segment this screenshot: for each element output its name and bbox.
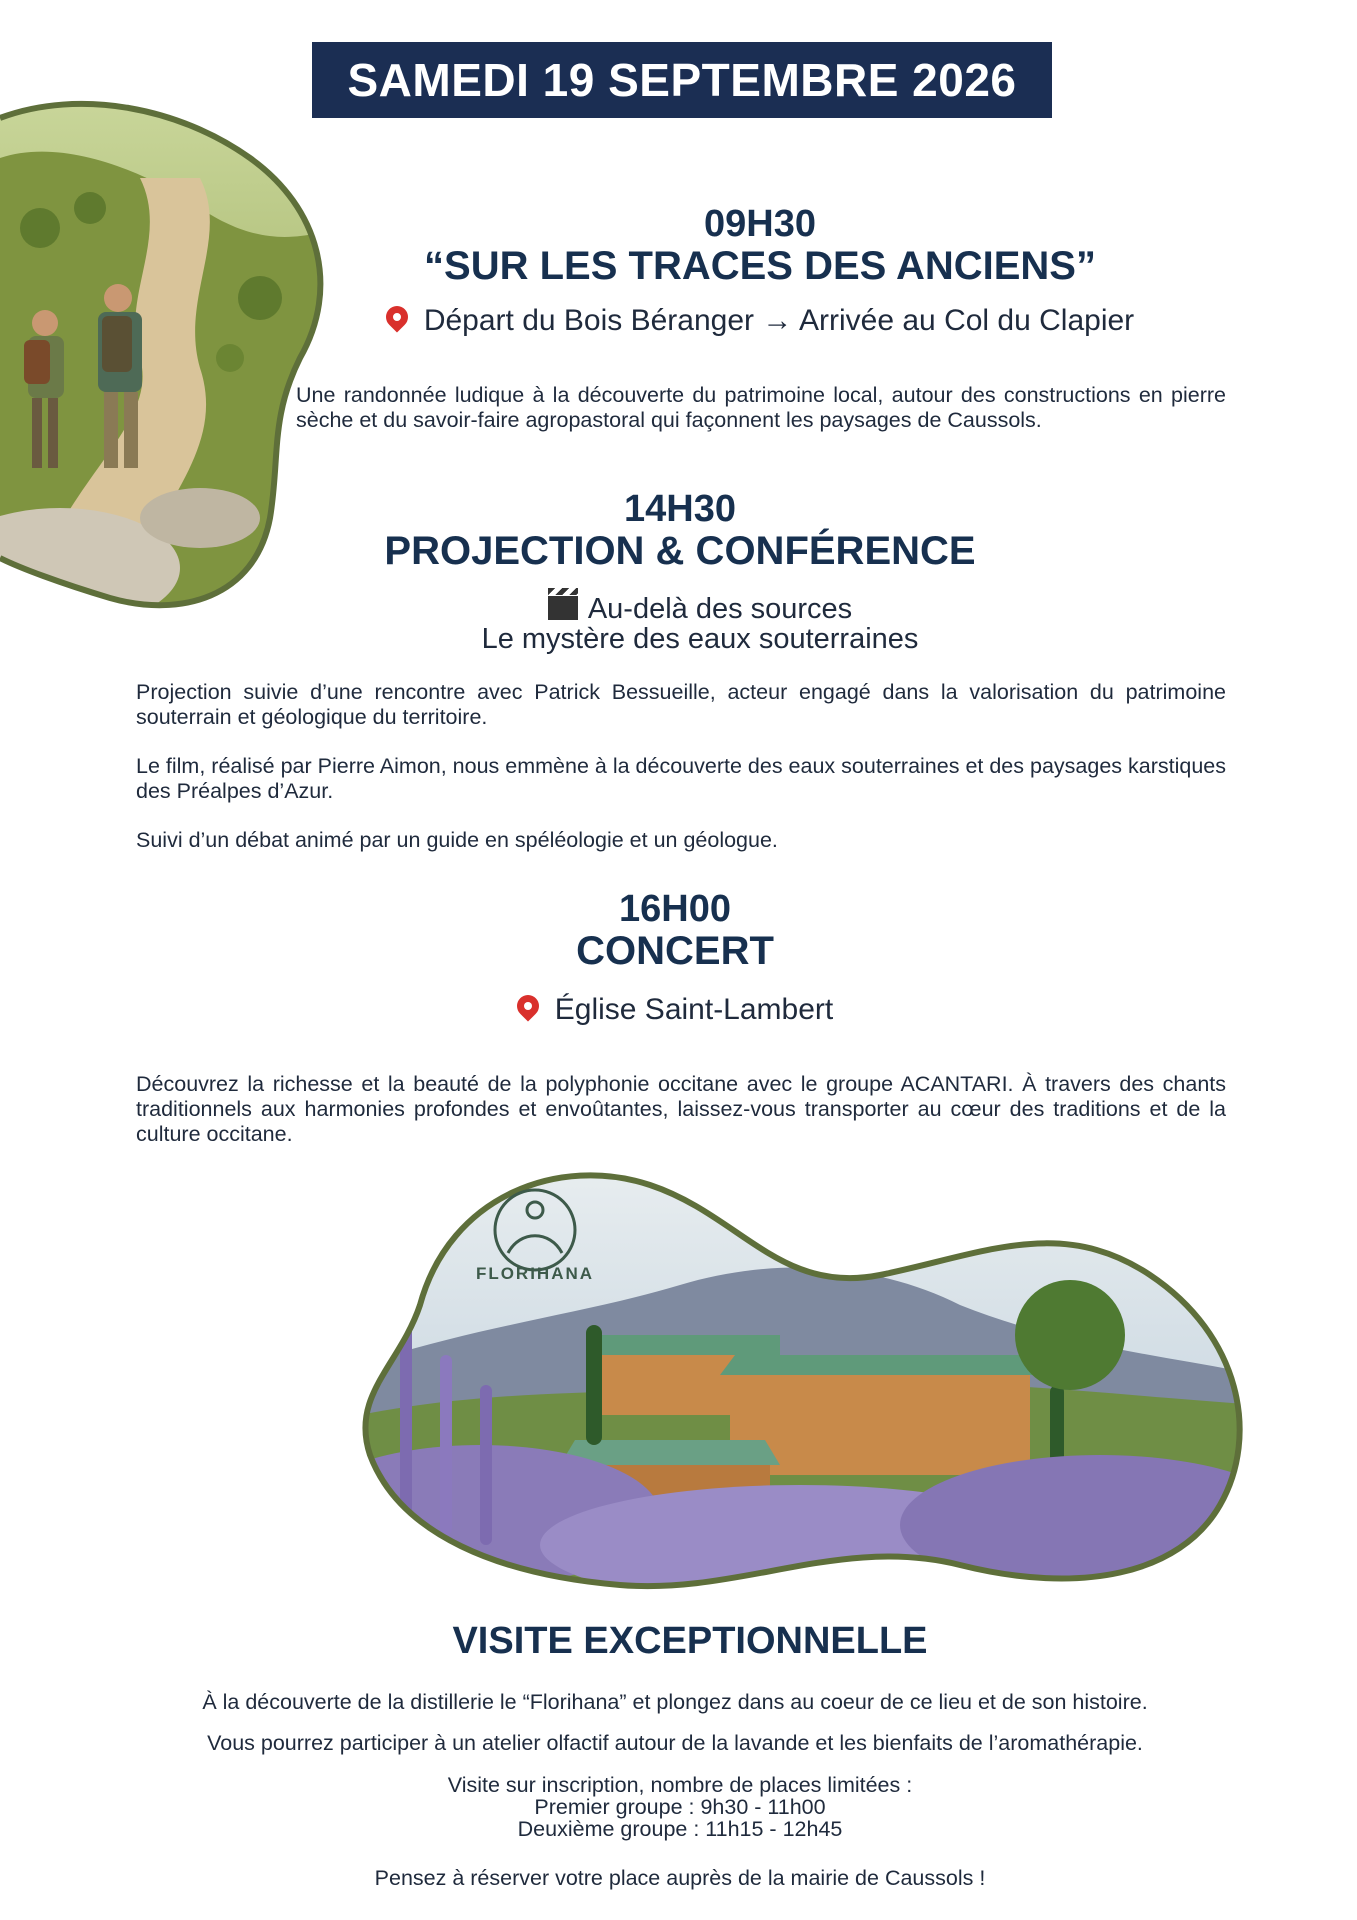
event2-time: 14H30 bbox=[624, 488, 736, 530]
visit-line1: À la découverte de la distillerie le “Florihana” et plongez dans au coeur de ce lieu et de son histoire. bbox=[202, 1690, 1148, 1714]
visit-line4: Premier groupe : 9h30 - 11h00 bbox=[534, 1795, 826, 1819]
visit-title: VISITE EXCEPTIONNELLE bbox=[452, 1620, 928, 1662]
event3-location-text: Église Saint-Lambert bbox=[554, 993, 834, 1026]
pin-icon bbox=[512, 990, 543, 1021]
visit-line2: Vous pourrez participer à un atelier olfactif autour de la lavande et les bienfaits de l’aromathérapie. bbox=[207, 1731, 1143, 1755]
clapperboard-icon bbox=[548, 596, 578, 620]
visit-line3: Visite sur inscription, nombre de places limitées : bbox=[447, 1773, 913, 1797]
event1-location bbox=[300, 304, 1220, 338]
film-title-line2: Le mystère des eaux souterraines bbox=[481, 623, 919, 655]
date-banner: SAMEDI 19 SEPTEMBRE 2026 bbox=[312, 42, 1052, 118]
event3-description: Découvrez la richesse et la beauté de la polyphonie occitane avec le groupe ACANTARI. À travers des chants traditionnels aux harmonies profondes et envoûtantes, laissez-vous transporter au cœur des traditions et de la culture occitane. bbox=[136, 1072, 1226, 1146]
event2-para1: Projection suivie d’une rencontre avec Patrick Bessueille, acteur engagé dans la valorisation du patrimoine souterrain et géologique du territoire. bbox=[136, 680, 1226, 729]
event1-location-text: Départ du Bois Béranger → Arrivée au Col du Clapier bbox=[423, 304, 1135, 337]
event2-title: PROJECTION & CONFÉRENCE bbox=[384, 528, 976, 573]
visit-line5: Deuxième groupe : 11h15 - 12h45 bbox=[517, 1817, 843, 1841]
florihana-logo-text: FLORIHANA bbox=[475, 1264, 595, 1283]
event3-location bbox=[375, 993, 975, 1027]
event2-para3: Suivi d’un débat animé par un guide en spéléologie et un géologue. bbox=[136, 828, 778, 852]
event3-title: CONCERT bbox=[576, 928, 774, 973]
visit-line6: Pensez à réserver votre place auprès de la mairie de Caussols ! bbox=[374, 1866, 986, 1890]
event2-para2: Le film, réalisé par Pierre Aimon, nous emmène à la découverte des eaux souterraines et des paysages karstiques des Préalpes d’Azur. bbox=[136, 754, 1226, 803]
event1-time: 09H30 bbox=[704, 203, 816, 245]
film-title-line1: Au-delà des sources bbox=[587, 593, 853, 625]
pin-icon bbox=[381, 301, 412, 332]
hiking-illustration bbox=[0, 98, 340, 618]
visit-registration bbox=[300, 1774, 1060, 1840]
event3-time: 16H00 bbox=[619, 888, 731, 930]
event3-heading bbox=[375, 890, 975, 972]
event1-heading bbox=[360, 205, 1160, 287]
distillery-illustration bbox=[360, 1155, 1260, 1600]
event2-details bbox=[136, 680, 1226, 853]
event1-description: Une randonnée ludique à la découverte du patrimoine local, autour des constructions en pierre sèche et du savoir-faire agropastoral qui façonnent les paysages de Caussols. bbox=[296, 383, 1226, 432]
event1-title: “SUR LES TRACES DES ANCIENS” bbox=[424, 243, 1096, 288]
event2-heading bbox=[300, 490, 1060, 572]
event2-film bbox=[400, 594, 1000, 654]
